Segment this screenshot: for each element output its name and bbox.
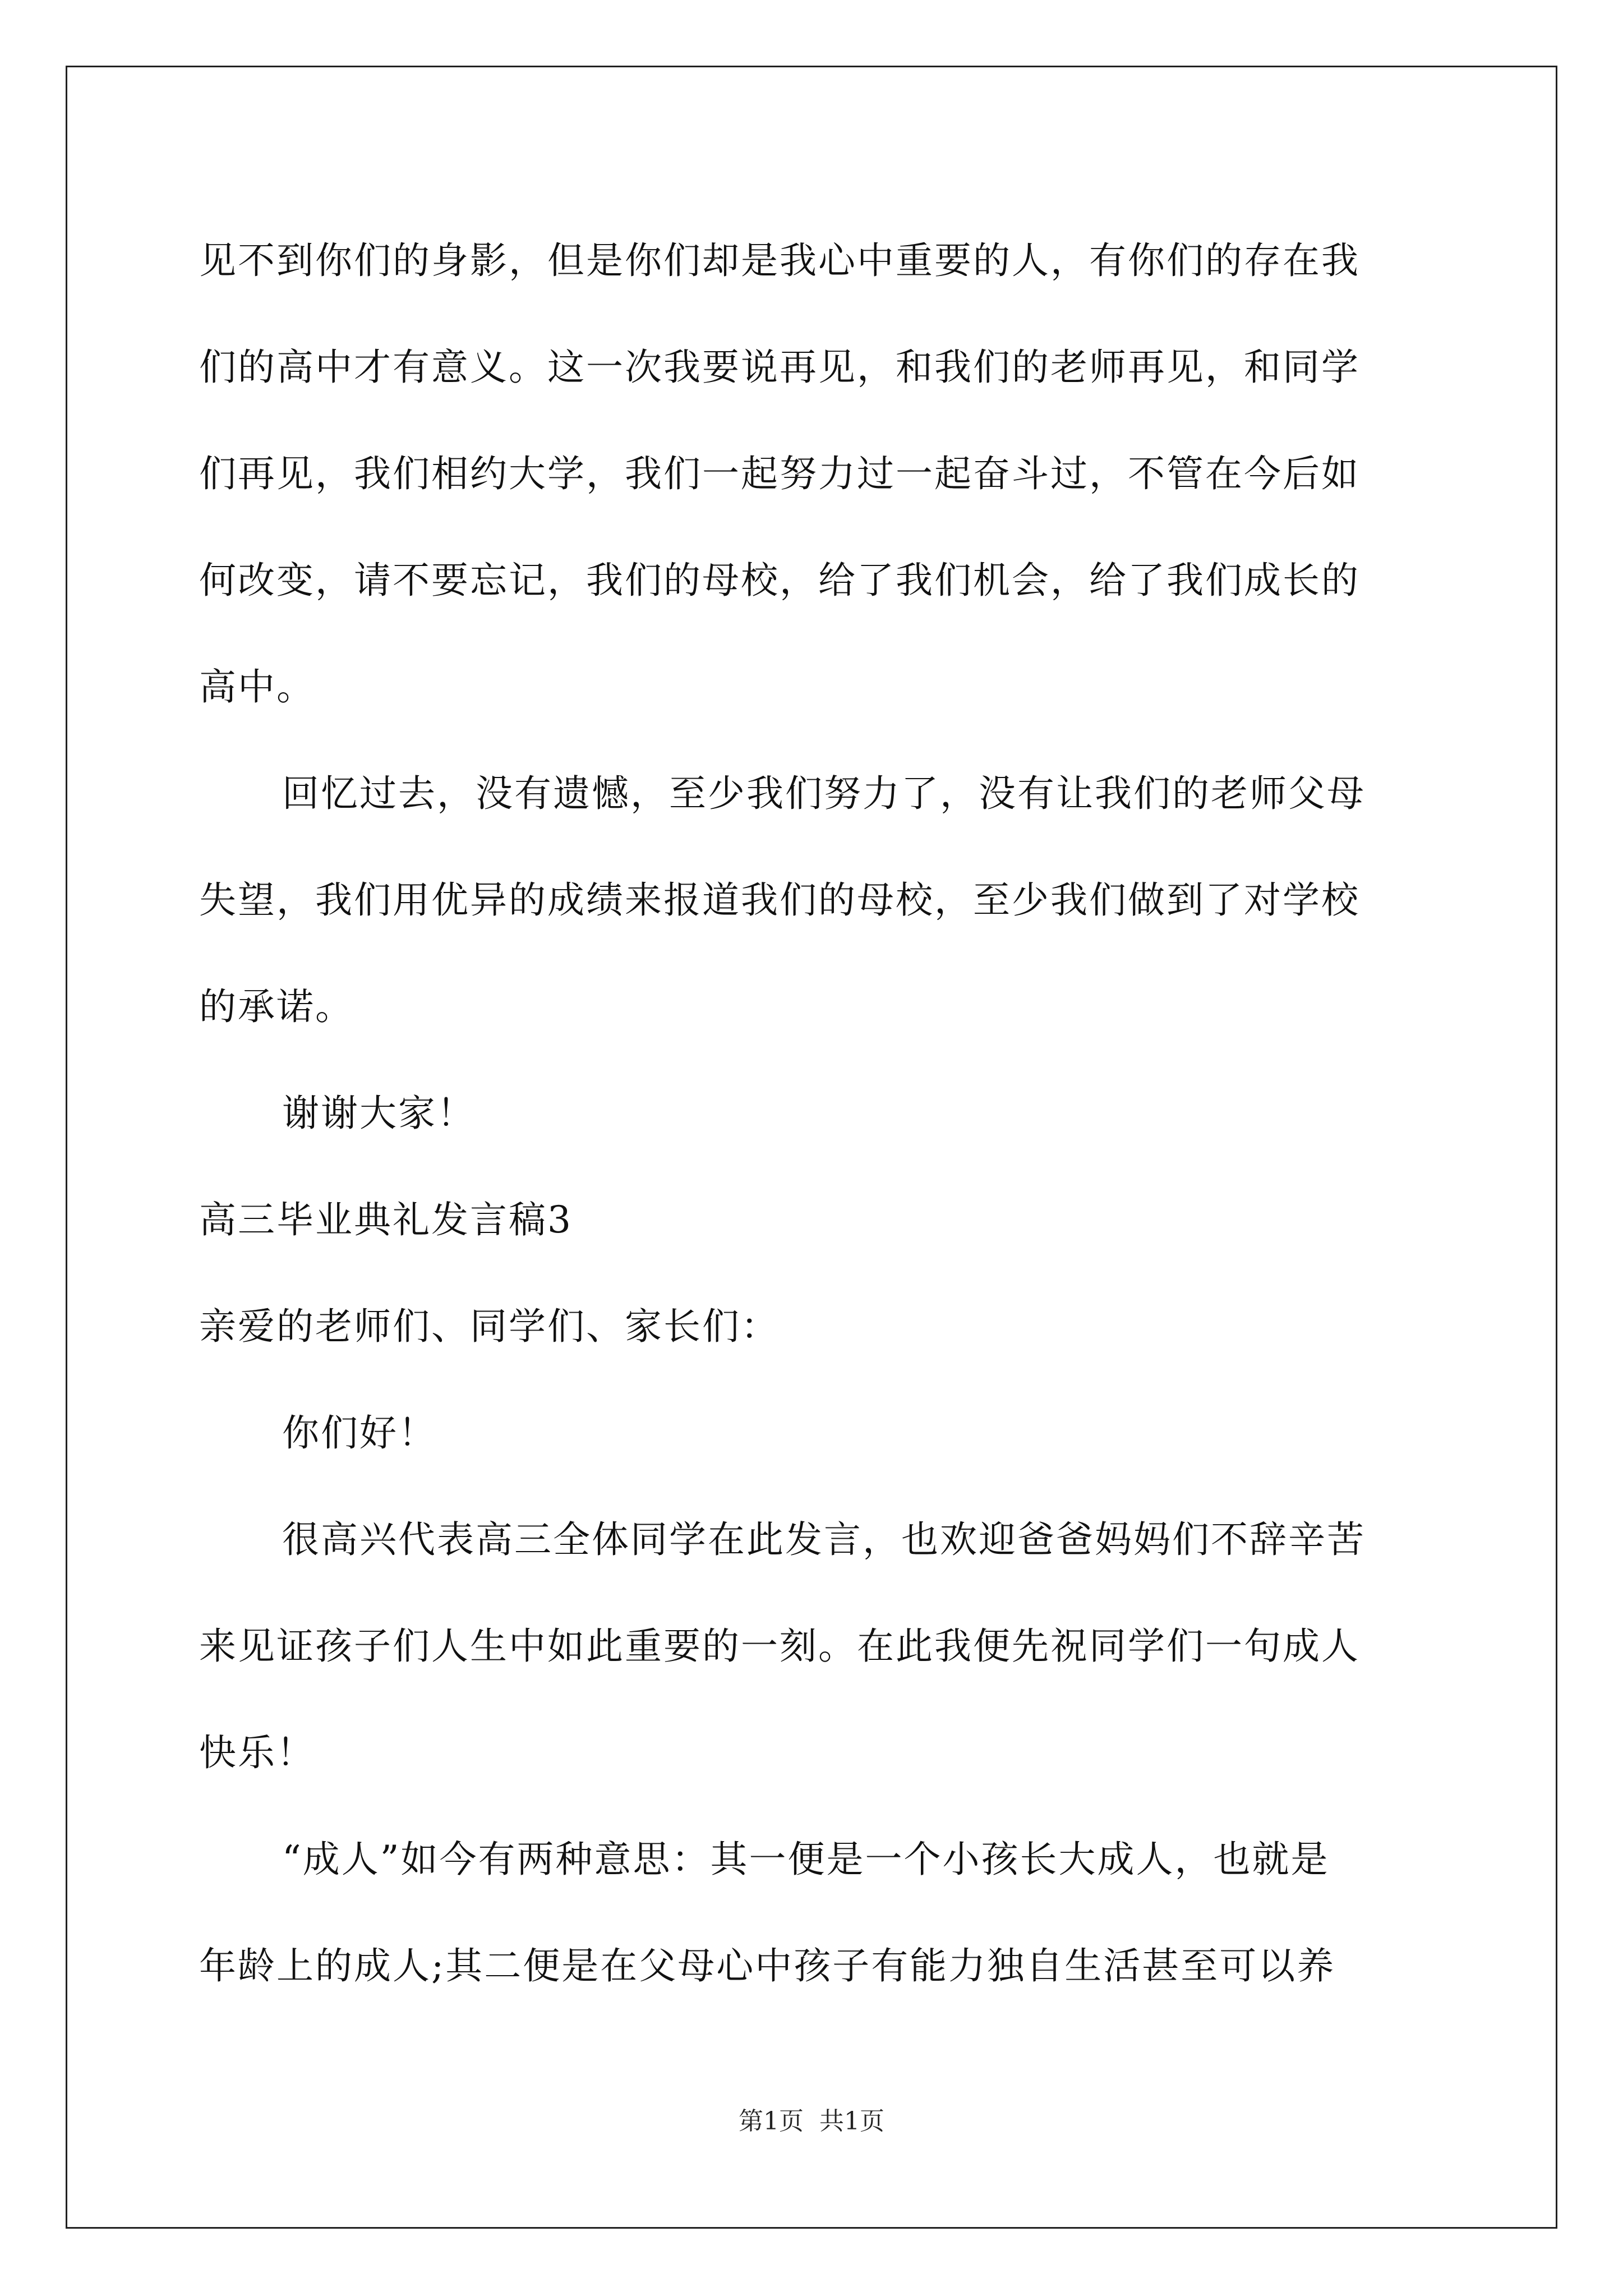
text-line: 们再见，我们相约大学，我们一起努力过一起奋斗过，不管在今后如 — [199, 452, 1360, 495]
text-line: 何改变，请不要忘记，我们的母校，给了我们机会，给了我们成长的 — [199, 559, 1360, 602]
text-line: 年龄上的成人;其二便是在父母心中孩子有能力独自生活甚至可以养 — [199, 1944, 1336, 1987]
text-line: 来见证孩子们人生中如此重要的一刻。在此我便先祝同学们一句成人 — [199, 1625, 1360, 1668]
greeting: 你们好！ — [282, 1411, 437, 1455]
text-line: 谢谢大家！ — [282, 1092, 476, 1135]
text-line: 见不到你们的身影，但是你们却是我心中重要的人，有你们的存在我 — [199, 239, 1360, 282]
text-line: 们的高中才有意义。这一次我要说再见，和我们的老师再见，和同学 — [199, 346, 1360, 389]
text-line: 回忆过去，没有遗憾，至少我们努力了，没有让我们的老师父母 — [282, 772, 1366, 815]
text-line: 快乐！ — [199, 1731, 315, 1774]
text-line: “成人”如今有两种意思：其一便是一个小孩长大成人，也就是 — [282, 1838, 1330, 1881]
text-line: 很高兴代表高三全体同学在此发言，也欢迎爸爸妈妈们不辞辛苦 — [282, 1518, 1366, 1561]
text-line: 失望，我们用优异的成绩来报道我们的母校，至少我们做到了对学校 — [199, 878, 1360, 922]
text-line: 高中。 — [199, 665, 315, 708]
text-line: 的承诺。 — [199, 985, 354, 1028]
document-body — [199, 208, 1427, 2019]
section-heading: 高三毕业典礼发言稿3 — [199, 1198, 573, 1241]
salutation: 亲爱的老师们、同学们、家长们： — [199, 1305, 780, 1348]
page-number-footer: 第1页 共1页 — [739, 2107, 884, 2136]
